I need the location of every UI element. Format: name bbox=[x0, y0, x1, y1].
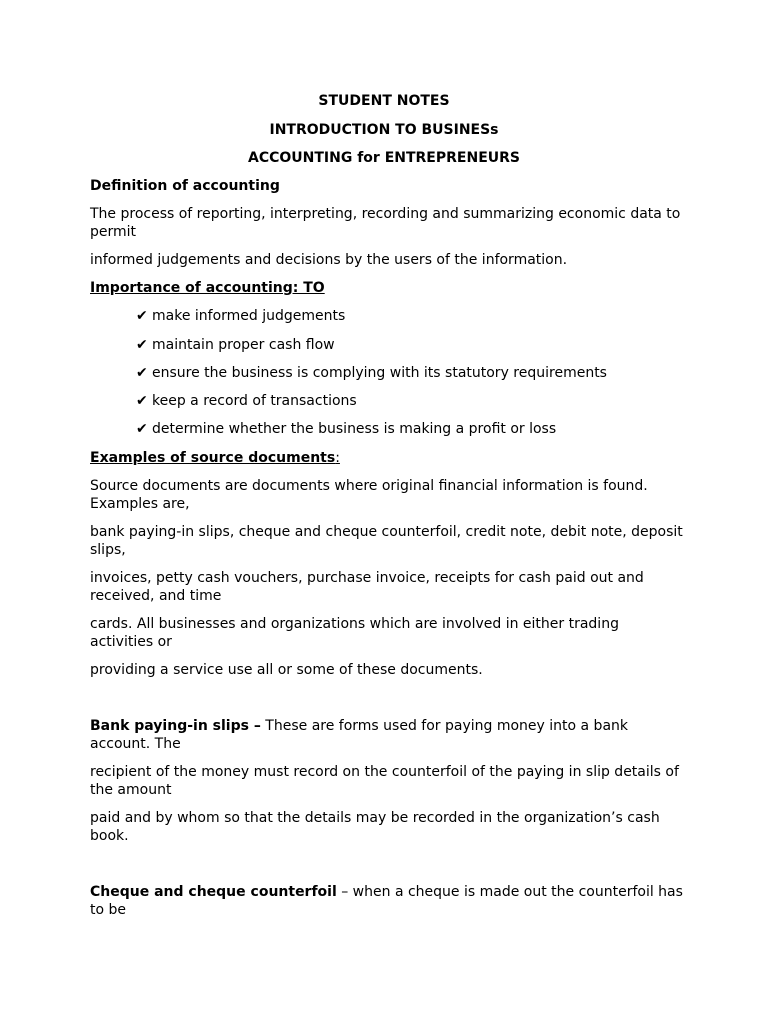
source-documents-title-text: Examples of source documents bbox=[90, 450, 336, 466]
cheque-text: – when a cheque is made out the counterfoil has bbox=[336, 884, 683, 900]
source-documents-line: providing a service use all or some of these documents. bbox=[90, 662, 483, 678]
bank-slips-line: paid and by whom so that the details may be recorded in the organization’s cash bbox=[90, 810, 660, 826]
importance-title: Importance of accounting: TO bbox=[90, 280, 325, 296]
importance-list-item bbox=[136, 392, 357, 410]
source-documents-line: cards. All businesses and organizations which are involved in either trading bbox=[90, 616, 619, 632]
bank-slips-line: book. bbox=[90, 828, 129, 844]
bank-slips-term: Bank paying-in slips – bbox=[90, 718, 261, 734]
definition-title: Definition of accounting bbox=[90, 178, 280, 194]
source-documents-title bbox=[90, 449, 690, 467]
cheque-term: Cheque and cheque counterfoil bbox=[90, 884, 337, 900]
importance-item-text: determine whether the business is making a profit or loss bbox=[152, 421, 557, 437]
bank-slips-line bbox=[90, 717, 690, 735]
importance-list-item bbox=[136, 364, 607, 382]
heading-introduction: INTRODUCTION TO BUSINESs bbox=[269, 122, 499, 138]
source-documents-line: received, and time bbox=[90, 588, 222, 604]
bank-slips-text: These are forms used for paying money into a bank bbox=[260, 718, 629, 734]
checkmark-icon: ✔ bbox=[136, 308, 148, 324]
source-documents-line: invoices, petty cash vouchers, purchase invoice, receipts for cash paid out and bbox=[90, 570, 644, 586]
source-documents-line: Examples are, bbox=[90, 496, 190, 512]
checkmark-icon: ✔ bbox=[136, 421, 148, 437]
importance-item-text: make informed judgements bbox=[152, 308, 346, 324]
importance-list-item bbox=[136, 307, 345, 325]
heading-accounting: ACCOUNTING for ENTREPRENEURS bbox=[248, 150, 520, 166]
importance-item-text: keep a record of transactions bbox=[152, 393, 357, 409]
definition-line: The process of reporting, interpreting, recording and summarizing economic data to bbox=[90, 206, 681, 222]
importance-list-item bbox=[136, 336, 335, 354]
bank-slips-line: account. The bbox=[90, 736, 181, 752]
bank-slips-line: the amount bbox=[90, 782, 172, 798]
source-documents-line: activities or bbox=[90, 634, 172, 650]
checkmark-icon: ✔ bbox=[136, 393, 148, 409]
importance-item-text: maintain proper cash flow bbox=[152, 337, 335, 353]
source-documents-title-colon: : bbox=[335, 450, 340, 466]
heading-student-notes: STUDENT NOTES bbox=[318, 93, 450, 109]
bank-slips-line: recipient of the money must record on the counterfoil of the paying in slip details of bbox=[90, 764, 679, 780]
importance-list-item bbox=[136, 420, 556, 438]
cheque-line: to be bbox=[90, 902, 127, 918]
cheque-line bbox=[90, 883, 690, 901]
definition-line: informed judgements and decisions by the users of the information. bbox=[90, 252, 568, 268]
importance-item-text: ensure the business is complying with its statutory requirements bbox=[152, 365, 607, 381]
source-documents-line: slips, bbox=[90, 542, 126, 558]
checkmark-icon: ✔ bbox=[136, 337, 148, 353]
source-documents-line: Source documents are documents where original financial information is found. bbox=[90, 478, 648, 494]
checkmark-icon: ✔ bbox=[136, 365, 148, 381]
source-documents-line: bank paying-in slips, cheque and cheque counterfoil, credit note, debit note, deposit bbox=[90, 524, 683, 540]
definition-line: permit bbox=[90, 224, 137, 240]
